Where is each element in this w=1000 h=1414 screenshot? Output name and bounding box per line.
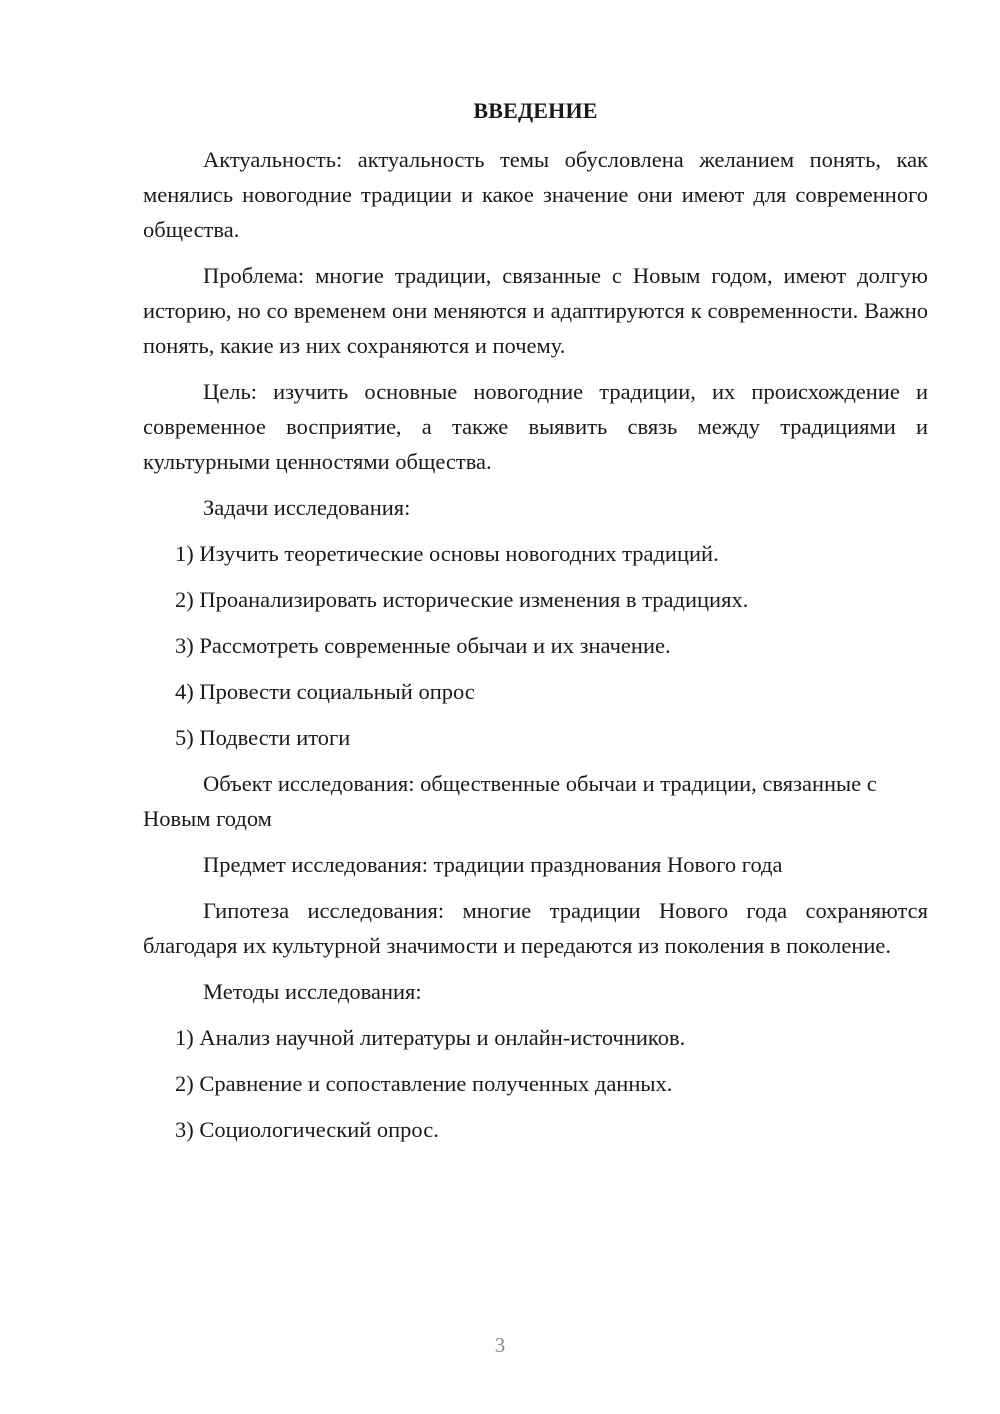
section-title: ВВЕДЕНИЕ [473,98,598,123]
object-paragraph: Объект исследования: общественные обычаи и традиции, связанные с Новым годом [143,771,877,831]
list-item: 5) Подвести итоги [175,725,351,750]
subject-paragraph: Предмет исследования: традиции празднования Нового года [203,852,783,877]
hypothesis-paragraph: Гипотеза исследования: многие традиции Нового года сохраняются благодаря их культурной значимости и передаются из поколения в поколение. [143,898,928,958]
tasks-heading: Задачи исследования: [203,495,411,520]
methods-heading: Методы исследования: [203,979,422,1004]
page-number: 3 [494,1333,506,1357]
goal-paragraph: Цель: изучить основные новогодние традиции, их происхождение и современное восприятие, а также выявить связь между традициями и культурными ценностями общества. [143,379,928,474]
list-item: 2) Проанализировать исторические изменения в традициях. [175,587,749,612]
problem-paragraph: Проблема: многие традиции, связанные с Новым годом, имеют долгую историю, но со временем они меняются и адаптируются к современности. Важно понять, какие из них сохраняются и почему. [143,263,928,358]
list-item: 1) Анализ научной литературы и онлайн-источников. [175,1025,686,1050]
list-item: 3) Рассмотреть современные обычаи и их значение. [175,633,671,658]
list-item: 1) Изучить теоретические основы новогодних традиций. [175,541,719,566]
tasks-list [143,536,928,755]
list-item: 4) Провести социальный опрос [175,679,475,704]
list-item: 3) Социологический опрос. [175,1117,439,1142]
relevance-paragraph: Актуальность: актуальность темы обусловлена желанием понять, как менялись новогодние традиции и какое значение они имеют для современного общества. [143,147,928,242]
list-item: 2) Сравнение и сопоставление полученных данных. [175,1071,673,1096]
methods-list [143,1020,928,1147]
introduction-body [143,142,928,1158]
